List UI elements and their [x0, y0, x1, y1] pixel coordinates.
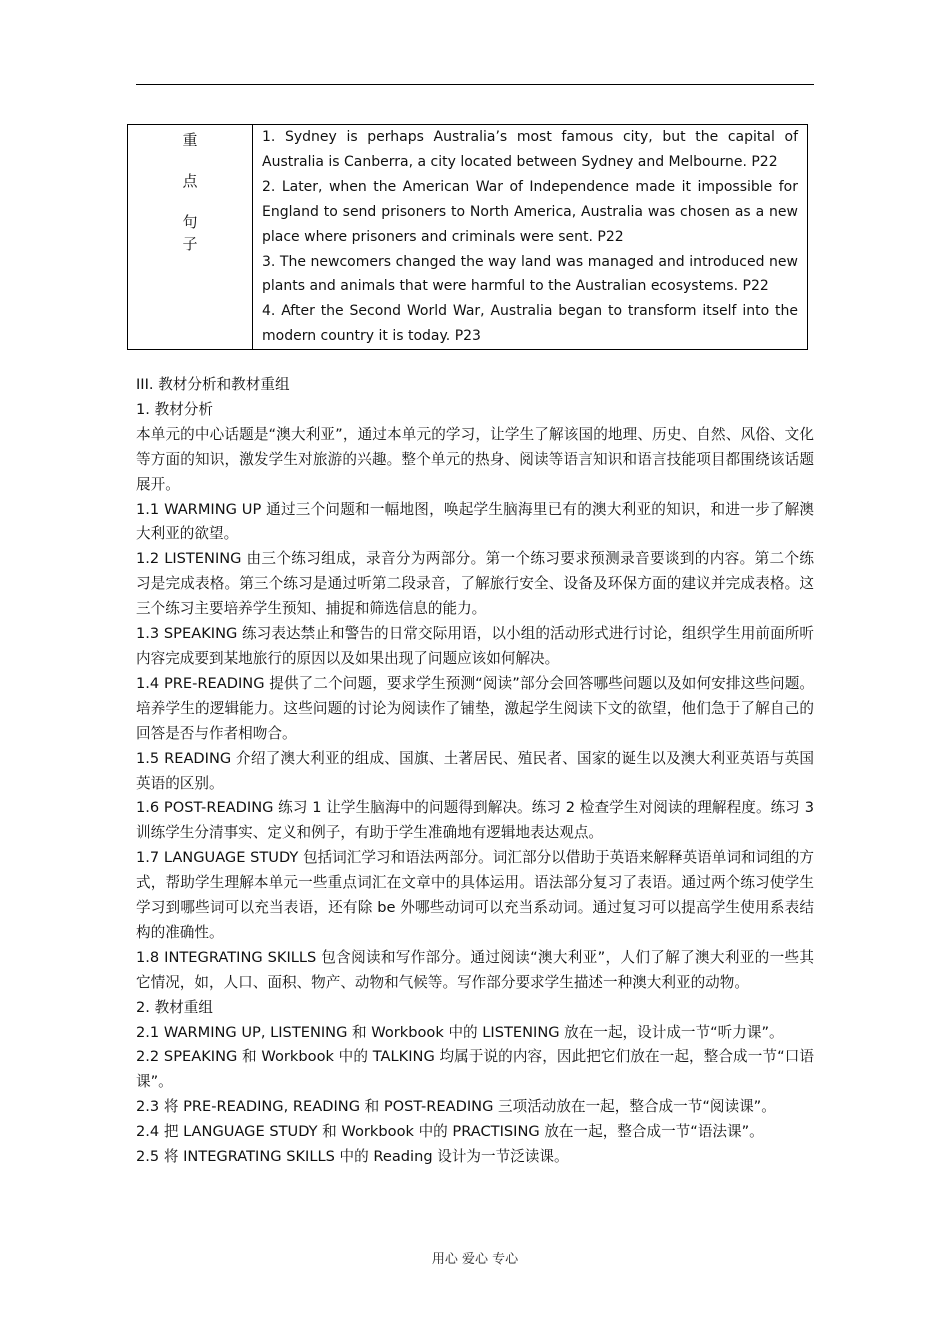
paragraph: 本单元的中心话题是“澳大利亚”，通过本单元的学习，让学生了解该国的地理、历史、自然、风俗、文化等方面的知识，激发学生对旅游的兴趣。整个单元的热身、阅读等语言知识和语言技能项目都围绕该话题展开。	[136, 425, 814, 493]
paragraph: 1.3 SPEAKING 练习表达禁止和警告的日常交际用语，以小组的活动形式进行讨论，组织学生用前面所听内容完成要到某地旅行的原因以及如果出现了问题应该如何解决。	[136, 625, 814, 667]
paragraph: 1.6 POST-READING 练习 1 让学生脑海中的问题得到解决。练习 2 检查学生对阅读的理解程度。练习 3 训练学生分清事实、定义和例子，有助于学生准确地有逻辑地表达观点。	[136, 799, 814, 842]
paragraph: 2.5 将 INTEGRATING SKILLS 中的 Reading 设计为一节泛读课。	[136, 1148, 569, 1166]
header-rule	[136, 84, 814, 85]
label-char: 重	[182, 131, 198, 149]
paragraph: 2.1 WARMING UP, LISTENING 和 Workbook 中的 LISTENING 放在一起，设计成一节“听力课”。	[136, 1023, 784, 1041]
analysis-section	[136, 373, 814, 1170]
paragraph: 1.1 WARMING UP 通过三个问题和一幅地图，唤起学生脑海里已有的澳大利亚的知识，和进一步了解澳大利亚的欲望。	[136, 500, 814, 543]
key-sentences-label	[128, 125, 253, 350]
paragraph: 2.2 SPEAKING 和 Workbook 中的 TALKING 均属于说的内容，因此把它们放在一起，整合成一节“口语课”。	[136, 1048, 814, 1091]
key-sentences-table	[127, 124, 808, 350]
paragraph: 1.8 INTEGRATING SKILLS 包含阅读和写作部分。通过阅读“澳大利亚”，人们了解了澳大利亚的一些其它情况，如，人口、面积、物产、动物和气候等。写作部分要求学生描述一种澳大利亚的动物。	[136, 948, 814, 991]
key-sentences-content	[253, 125, 808, 350]
paragraph: 1.7 LANGUAGE STUDY 包括词汇学习和语法两部分。词汇部分以借助于英语来解释英语单词和词组的方式，帮助学生理解本单元一些重点词汇在文章中的具体运用。语法部分复习了表语。通过两个练习使学生学习到哪些词可以充当表语，还有除 be 外哪些动词可以充当系动词。通过复习可以提高学生使用系表结构的准确性。	[136, 849, 814, 941]
key-sentence: 3. The newcomers changed the way land was managed and introduced new plants and animals that were harmful to the Australian ecosystems. P22	[262, 253, 798, 295]
paragraph: 2.4 把 LANGUAGE STUDY 和 Workbook 中的 PRACTISING 放在一起，整合成一节“语法课”。	[136, 1123, 764, 1141]
label-char: 子	[182, 235, 198, 253]
label-char: 点	[182, 172, 198, 190]
paragraph: 2.3 将 PRE-READING, READING 和 POST-READING 三项活动放在一起，整合成一节“阅读课”。	[136, 1098, 776, 1116]
key-sentence: 2. Later, when the American War of Independence made it impossible for England to send prisoners to North America, Australia was chosen as a new place where prisoners and criminals were sent. P22	[262, 178, 798, 245]
label-char: 句	[182, 213, 198, 231]
paragraph: 1.2 LISTENING 由三个练习组成，录音分为两部分。第一个练习要求预测录音要谈到的内容。第二个练习是完成表格。第三个练习是通过听第二段录音，了解旅行安全、设备及环保方面的建议并完成表格。这三个练习主要培养学生预知、捕捉和筛选信息的能力。	[136, 550, 814, 618]
paragraph: 1.5 READING 介绍了澳大利亚的组成、国旗、土著居民、殖民者、国家的诞生以及澳大利亚英语与英国英语的区别。	[136, 749, 814, 792]
subsection-heading: 2. 教材重组	[136, 998, 213, 1016]
section-heading: III. 教材分析和教材重组	[136, 376, 290, 393]
key-sentence: 4. After the Second World War, Australia began to transform itself into the modern country it is today. P23	[262, 303, 798, 345]
page-footer: 用心 爱心 专心	[431, 1252, 519, 1267]
subsection-heading: 1. 教材分析	[136, 400, 213, 418]
key-sentence: 1. Sydney is perhaps Australia’s most famous city, but the capital of Australia is Canberra, a city located between Sydney and Melbourne. P22	[262, 129, 798, 170]
paragraph: 1.4 PRE-READING 提供了二个问题，要求学生预测“阅读”部分会回答哪些问题以及如何安排这些问题。培养学生的逻辑能力。这些问题的讨论为阅读作了铺垫，激起学生阅读下文的欲望，他们急于了解自己的回答是否与作者相吻合。	[136, 674, 814, 742]
